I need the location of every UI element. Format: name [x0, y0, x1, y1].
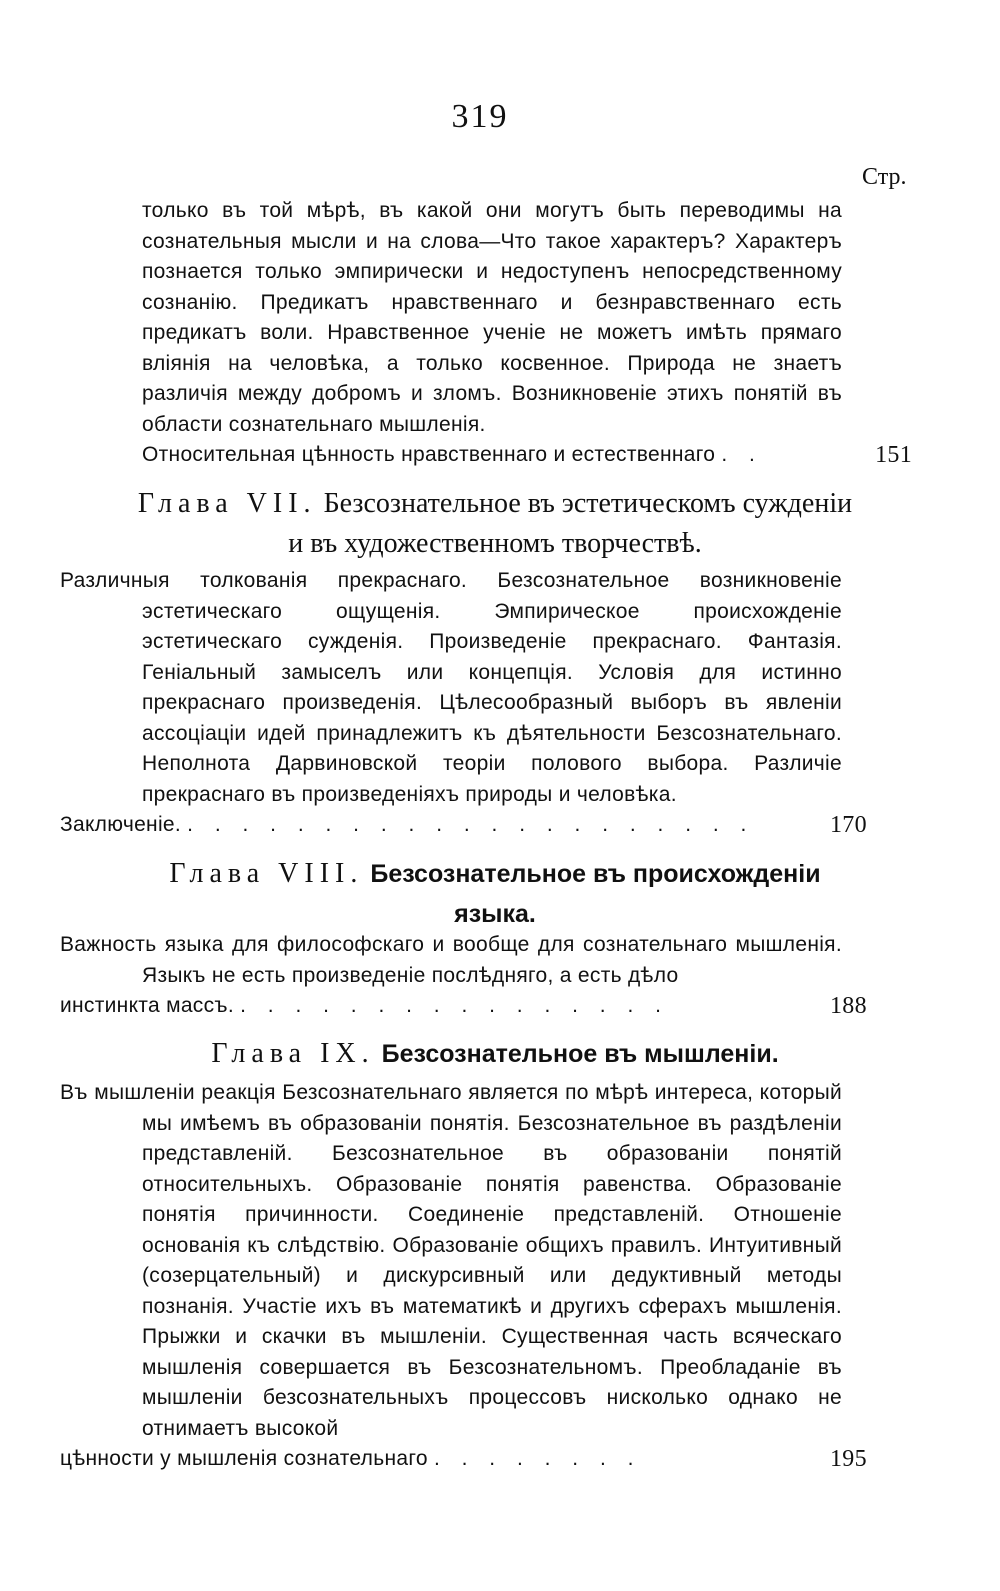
entry-body: Различныя толкованія прекраснаго. Безсознательное возникновеніе эстетическаго ощущенія. Эмпирическое происхожденіе эстетическаго сужденія. Произведеніе прекраснаго. Фантазія. Геніальный замыселъ или концепція. Условія для истинно прекраснаго произведенія. Цѣлесообразный выборъ въ явленіи ассоціаціи идей принадлежитъ къ дѣятельности Безсознательнаго. Неполнота Дарвиновской теоріи полового выбора. Различіе прекраснаго въ произведеніяхъ природы и человѣка. Заключеніе. . . . . . . . . . . . . . . . . . . . . . 170: [60, 566, 912, 841]
page-ref: 151: [875, 442, 912, 468]
chapter-title: Безсознательное въ мышленіи.: [381, 1040, 779, 1068]
chapter-8-entry: [60, 930, 912, 1022]
dot-leader: . .: [721, 443, 763, 466]
entry-body: [60, 196, 912, 471]
chapter-label: Глава IX.: [211, 1038, 375, 1069]
dot-leader: . . . . . . . . . . . . . . . .: [240, 994, 669, 1017]
chapter-heading-7: [130, 484, 860, 564]
entry-last-line: [60, 991, 842, 1022]
chapter-label: Глава VII.: [137, 488, 317, 519]
entry-last-line: [60, 1444, 842, 1475]
chapter-heading-9: [130, 1034, 860, 1074]
entry-last-line-text: Заключеніе.: [60, 813, 182, 836]
chapter-7-entry: [60, 566, 912, 841]
entry-last-line: [60, 810, 842, 841]
entry-body: Въ мышленіи реакція Безсознательнаго является по мѣрѣ интереса, который мы имѣемъ въ образованіи понятія. Безсознательное въ раздѣленіи представленій. Безсознательное въ образованіи понятій относительныхъ. Образованіе понятія равенства. Образованіе понятія причинности. Соединеніе представленій. Отношеніе основанія къ слѣдствію. Образованіе общихъ правилъ. Интуитивный (созерцательный) и дискурсивный или дедуктивный методы познанія. Участіе ихъ въ математикѣ и другихъ сферахъ мышленія. Прыжки и скачки въ мышленіи. Существенная часть всяческаго мышленія совершается въ Безсознательномъ. Преобладаніе въ мышленіи безсознательныхъ процессовъ нисколько однако не отнимаетъ высокой цѣнности у мышленія сознательнаго . . . . . . . . 195: [60, 1078, 912, 1475]
chapter-label: Глава VIII.: [169, 858, 364, 889]
chapter-title: Безсознательное въ происхожденіи языка.: [370, 860, 821, 928]
entry-body: Важность языка для философскаго и вообще для сознательнаго мышленія. Языкъ не есть произведеніе послѣдняго, а есть дѣло инстинкта массъ. . . . . . . . . . . . . . . . . 188: [60, 930, 912, 1022]
entry-text: Различныя толкованія прекраснаго. Безсознательное возникновеніе эстетическаго ощущенія. Эмпирическое происхожденіе эстетическаго сужденія. Произведеніе прекраснаго. Фантазія. Геніальный замыселъ или концепція. Условія для истинно прекраснаго произведенія. Цѣлесообразный выборъ въ явленіи ассоціаціи идей принадлежитъ къ дѣятельности Безсознательнаго. Неполнота Дарвиновской теоріи полового выбора. Различіе прекраснаго въ произведеніяхъ природы и человѣка.: [60, 569, 842, 806]
entry-last-line-text: цѣнности у мышленія сознательнаго: [60, 1447, 428, 1470]
entry-last-line-text: инстинкта массъ.: [60, 994, 234, 1017]
entry-text: Въ мышленіи реакція Безсознательнаго является по мѣрѣ интереса, который мы имѣемъ въ образованіи понятія. Безсознательное въ раздѣленіи представленій. Безсознательное въ образованіи понятій относительныхъ. Образованіе понятія равенства. Образованіе понятія причинности. Соединеніе представленій. Отношеніе основанія къ слѣдствію. Образованіе общихъ правилъ. Интуитивный (созерцательный) и дискурсивный или дедуктивный методы познанія. Участіе ихъ въ математикѣ и другихъ сферахъ мышленія. Прыжки и скачки въ мышленіи. Существенная часть всяческаго мышленія совершается въ Безсознательномъ. Преобладаніе въ мышленіи безсознательныхъ процессовъ нисколько однако не отнимаетъ высокой: [60, 1081, 842, 1440]
entry-text: только въ той мѣрѣ, въ какой они могутъ быть переводимы на сознательныя мысли и на слова—Что такое характеръ? Характеръ познается только эмпирически и недоступенъ непосредственному сознанію. Предикатъ нравственнаго и безнравственнаго есть предикатъ воли. Нравственное ученіе не можетъ имѣть прямаго вліянія на человѣка, а только косвенное. Природа не знаетъ различія между добромъ и зломъ. Возникновеніе этихъ понятій въ области сознательнаго мышленія.: [142, 199, 842, 436]
dot-leader: . . . . . . . . . . . . . . . . . . . . .: [187, 813, 755, 836]
entry-text: Важность языка для философскаго и вообще для сознательнаго мышленія. Языкъ не есть произведеніе послѣдняго, а есть дѣло: [60, 933, 842, 987]
chapter-title: Безсознательное въ эстетическомъ сужденіи и въ художественномъ творчествѣ.: [288, 488, 853, 559]
page-number: 319: [451, 98, 509, 135]
entry-chapter-6-tail: [60, 196, 912, 471]
page-column-header: Стр.: [862, 164, 907, 190]
chapter-9-entry: [60, 1078, 912, 1475]
chapter-heading-8: [130, 854, 860, 934]
dot-leader: . . . . . . . .: [433, 1447, 642, 1470]
entry-last-line: [142, 440, 842, 471]
entry-last-line-text: Относительная цѣнность нравственнаго и естественнаго: [142, 443, 716, 466]
